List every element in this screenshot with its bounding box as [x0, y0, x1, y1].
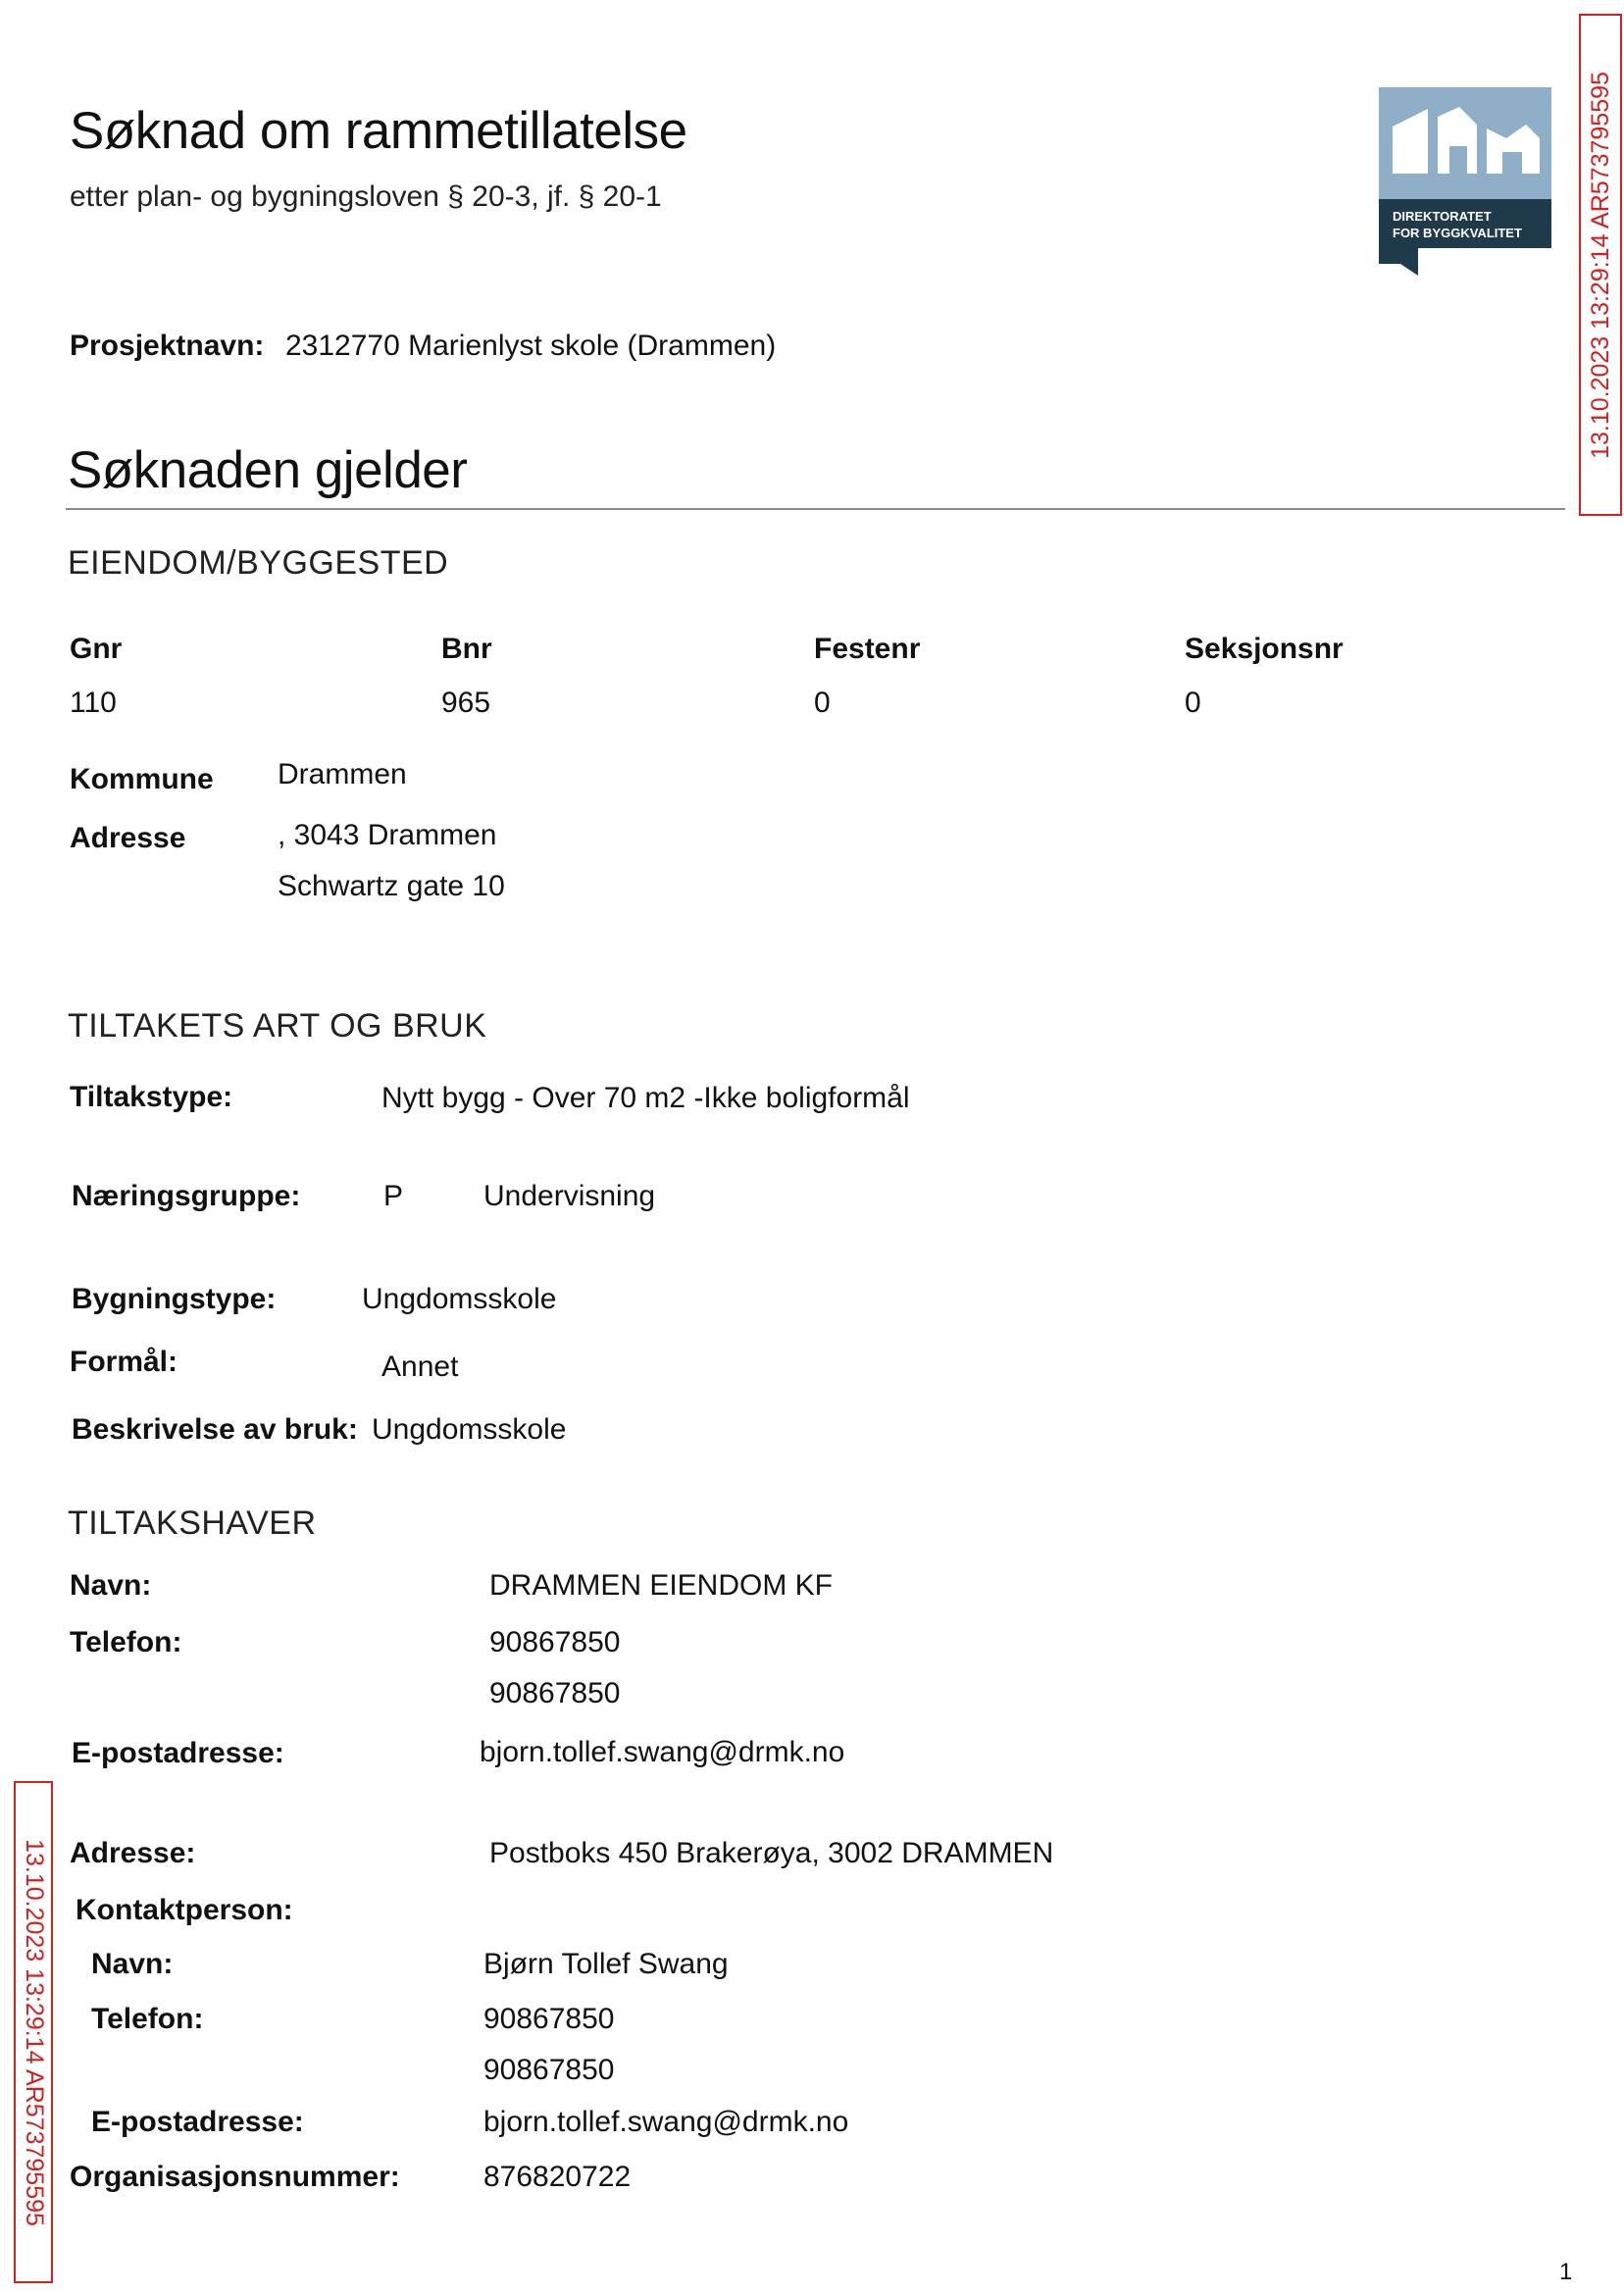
- contact-phone-label: Telefon:: [91, 2003, 204, 2035]
- contact-phone-2: 90867850: [483, 2054, 615, 2086]
- address-label: Adresse: [70, 822, 186, 854]
- industry-group-code: P: [383, 1180, 404, 1212]
- festenr-label: Festenr: [814, 633, 921, 665]
- address-line-2: Schwartz gate 10: [278, 870, 505, 902]
- timestamp-stamp-bottom: [14, 1781, 53, 2283]
- applicant-name-value: DRAMMEN EIENDOM KF: [489, 1569, 834, 1602]
- contact-phone-1: 90867850: [483, 2003, 615, 2035]
- timestamp-stamp-bottom-text: 13.10.2023 13:29:14 AR573795595: [20, 1838, 48, 2226]
- seksjonsnr-label: Seksjonsnr: [1185, 633, 1344, 665]
- contact-email-value: bjorn.tollef.swang@drmk.no: [483, 2106, 849, 2138]
- industry-group-value: Undervisning: [483, 1180, 656, 1212]
- building-type-value: Ungdomsskole: [362, 1283, 557, 1315]
- applicant-phone-label: Telefon:: [70, 1626, 182, 1658]
- contact-name-label: Navn:: [91, 1948, 174, 1980]
- property-heading: EIENDOM/BYGGESTED: [68, 544, 449, 582]
- purpose-value: Annet: [381, 1351, 459, 1383]
- purpose-label: Formål:: [70, 1346, 178, 1378]
- document-subtitle: etter plan- og bygningsloven § 20-3, jf. § 20-1: [70, 180, 662, 213]
- applicant-address-value: Postboks 450 Brakerøya, 3002 DRAMMEN: [489, 1837, 1054, 1869]
- section-divider: [66, 508, 1565, 510]
- measure-heading: TILTAKETS ART OG BRUK: [68, 1007, 487, 1045]
- measure-type-label: Tiltakstype:: [70, 1081, 233, 1113]
- applicant-phone-1: 90867850: [489, 1626, 621, 1658]
- industry-group-label: Næringsgruppe:: [72, 1180, 301, 1212]
- project-name-value: 2312770 Marienlyst skole (Drammen): [285, 330, 777, 362]
- page-number: 1: [1559, 2259, 1573, 2285]
- section-title: Søknaden gjelder: [68, 441, 468, 499]
- dibk-logo: [1379, 87, 1551, 276]
- usage-description-label: Beskrivelse av bruk:: [72, 1413, 358, 1446]
- timestamp-stamp-top-text: 13.10.2023 13:29:14 AR573795595: [1586, 71, 1614, 459]
- logo-text-2: FOR BYGGKVALITET: [1393, 226, 1522, 240]
- measure-type-value: Nytt bygg - Over 70 m2 -Ikke boligformål: [381, 1082, 910, 1114]
- municipality-label: Kommune: [70, 763, 214, 795]
- timestamp-stamp-top: [1579, 14, 1622, 516]
- municipality-value: Drammen: [278, 758, 407, 790]
- building-type-label: Bygningstype:: [72, 1283, 277, 1315]
- festenr-value: 0: [814, 687, 831, 719]
- document-title: Søknad om rammetillatelse: [70, 102, 687, 160]
- applicant-email-label: E-postadresse:: [72, 1737, 284, 1769]
- bnr-value: 965: [441, 687, 491, 719]
- org-number-value: 876820722: [483, 2161, 632, 2193]
- seksjonsnr-value: 0: [1185, 687, 1201, 719]
- applicant-email-value: bjorn.tollef.swang@drmk.no: [480, 1736, 845, 1768]
- dibk-logo-icon: [1379, 87, 1551, 276]
- address-line-1: , 3043 Drammen: [278, 819, 497, 851]
- applicant-address-label: Adresse:: [70, 1837, 196, 1869]
- applicant-phone-2: 90867850: [489, 1677, 621, 1709]
- gnr-value: 110: [70, 687, 117, 719]
- contact-email-label: E-postadresse:: [91, 2106, 304, 2138]
- project-name-label: Prosjektnavn:: [70, 330, 265, 362]
- applicant-name-label: Navn:: [70, 1569, 152, 1602]
- contact-person-label: Kontaktperson:: [76, 1894, 293, 1926]
- gnr-label: Gnr: [70, 633, 123, 665]
- org-number-label: Organisasjonsnummer:: [70, 2161, 400, 2193]
- logo-text-1: DIREKTORATET: [1393, 209, 1492, 224]
- bnr-label: Bnr: [441, 633, 492, 665]
- contact-name-value: Bjørn Tollef Swang: [483, 1948, 729, 1980]
- usage-description-value: Ungdomsskole: [372, 1413, 567, 1446]
- applicant-heading: TILTAKSHAVER: [68, 1504, 317, 1542]
